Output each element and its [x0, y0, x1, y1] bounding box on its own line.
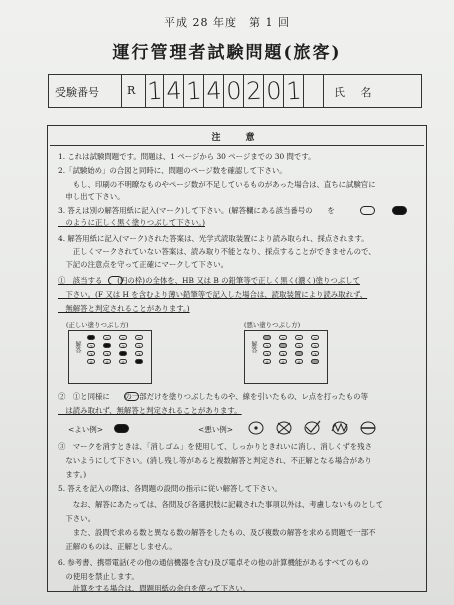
note-line: 6. 参考書、携帯電話(その他の通信機器を含む)及び電卓その他の計算機能があるすべてのもの — [58, 558, 369, 567]
bad-bubble-grid — [244, 330, 328, 384]
note-line: 3. 答えは別の解答用紙に記入(マーク)して下さい。(解答欄にある該当番号の を — [58, 206, 335, 215]
exam-title: 運行管理者試験問題(旅客) — [112, 43, 342, 63]
empty-bubble-icon — [360, 206, 375, 215]
id-digit: 1 — [146, 76, 164, 106]
grid-column — [277, 333, 289, 367]
grid-column — [293, 333, 305, 367]
grid-column — [309, 333, 321, 367]
note-line: 申し出て下さい。 — [58, 192, 125, 201]
bubble: ④ — [87, 359, 95, 364]
id-digit: 1 — [185, 76, 203, 106]
note-line: 4. 解答用紙に記入(マーク)された答案は、光学式読取装置により読み取られ、採点されます。 — [58, 234, 369, 243]
empty-bubble-icon — [108, 276, 123, 285]
note-line: ないようにして下さい。(消し残し等があると複数解答と判定され、不正解となる場合があり — [58, 456, 372, 465]
bubble — [279, 343, 287, 348]
note-line: ます。) — [58, 470, 87, 479]
bubble: ③ — [263, 351, 271, 356]
grid-column — [133, 333, 145, 367]
bad-example-label: <悪い例> — [198, 425, 234, 434]
id-label: 受験番号 — [55, 86, 99, 99]
note-line: もし、印刷の不明瞭なものやページ数が不足しているものがあった場合は、直ちに試験官に — [58, 180, 376, 189]
bubble — [87, 335, 95, 340]
examinee-id-box — [48, 74, 422, 108]
grid-column — [101, 333, 113, 367]
note-line: また、設問で求める数と異なる数の解答をしたもの、及び複数の解答を求める問題で一部不 — [58, 528, 376, 537]
bubble — [295, 351, 303, 356]
note-line: 計算をする場合は、問題用紙の余白を使って下さい。 — [58, 584, 251, 593]
bubble: ④ — [103, 359, 111, 364]
bubble: ③ — [311, 351, 319, 356]
bubble: ① — [311, 335, 319, 340]
cross-mark-icon — [277, 422, 291, 434]
grid-side-label: 解答 — [250, 341, 257, 353]
grid-column — [261, 333, 273, 367]
id-prefix: R — [127, 84, 136, 97]
bubble — [311, 359, 319, 364]
note-line: 5. 答えを記入の際は、各問題の設問の指示に従い解答して下さい。 — [58, 484, 282, 493]
note-line: のように正しく黒く塗りつぶして下さい。) — [58, 218, 205, 227]
id-digit: 2 — [245, 76, 263, 106]
bubble: ④ — [119, 359, 127, 364]
bubble — [263, 335, 271, 340]
note-line: 正解のものは、正解としません。 — [58, 542, 177, 551]
name-label: 氏 名 — [334, 86, 378, 99]
grid-side-label: 解答 — [74, 341, 81, 353]
bubble: ② — [135, 343, 143, 348]
bubble: ① — [135, 335, 143, 340]
note-line: の使用を禁止します。 — [58, 572, 139, 581]
bubble: ③ — [103, 351, 111, 356]
bubble: ④ — [279, 359, 287, 364]
bad-grid-caption: (悪い塗りつぶし方) — [244, 321, 301, 329]
bubble: ① — [295, 335, 303, 340]
note-line: 下記の注意点を守って正確にマークして下さい。 — [58, 260, 228, 269]
bubble: ③ — [279, 351, 287, 356]
bubble: ② — [87, 343, 95, 348]
bubble: ④ — [295, 359, 303, 364]
dot-mark-icon — [249, 422, 263, 434]
id-digit: 4 — [205, 76, 223, 106]
note-line: 2.「試験始め」の合図と同時に、問題のページ数を確認して下さい。 — [58, 166, 287, 175]
bubble — [103, 343, 111, 348]
bubble: ① — [119, 335, 127, 340]
empty-bubble-icon — [124, 392, 139, 401]
good-bubble-grid — [68, 330, 152, 384]
notes-title: 注 意 — [211, 133, 263, 143]
id-digit: 0 — [225, 76, 243, 106]
filled-bubble-icon — [392, 206, 407, 215]
good-example-label: <よい例> — [68, 425, 104, 434]
grid-column — [117, 333, 129, 367]
bubble: ③ — [135, 351, 143, 356]
exam-session: 平成 28 年度 第 1 回 — [164, 16, 290, 29]
note-line: ③ マークを消すときは、「消しゴム」を使用して、しっかりときれいに消し、消しくずを残さ — [58, 442, 372, 451]
bubble: ① — [279, 335, 287, 340]
name-label-cell — [303, 75, 324, 107]
bad-mark-examples — [244, 420, 414, 436]
note-line: 下さい。(F 又は H を含むより薄い鉛筆等で記入した場合は、読取装置により読み取れず、 — [58, 290, 368, 299]
bubble: ② — [311, 343, 319, 348]
scribble-mark-icon — [332, 422, 347, 434]
bubble: ③ — [87, 351, 95, 356]
bubble: ② — [295, 343, 303, 348]
id-digit: 1 — [285, 76, 303, 106]
id-digit: 0 — [265, 76, 283, 106]
bubble — [135, 359, 143, 364]
note-line: なお、解答にあたっては、各問及び各選択肢に記載された事項以外は、考慮しないものとして — [58, 500, 384, 509]
note-line: ① 該当する (円の枠)の全体を、HB 又は B の鉛筆等で正しく黒く(濃く)塗りつぶして — [58, 276, 360, 285]
notes-box — [47, 125, 427, 592]
note-line: ② ①と同様に の一部だけを塗りつぶしたものや、線を引いたもの、レ点を打ったもの等 — [58, 392, 368, 401]
id-digit: 4 — [165, 76, 183, 106]
note-line: 無解答と判定されることがあります。) — [58, 304, 190, 313]
note-line: は読み取れず、無解答と判定されることがあります。 — [58, 406, 242, 415]
note-line: 下さい。 — [58, 514, 95, 523]
notes-divider — [50, 145, 424, 146]
good-grid-caption: (正しい塗りつぶし方) — [66, 321, 129, 329]
note-line: 1. これは試験問題です。問題は、1 ページから 30 ページまでの 30 問です。 — [58, 152, 316, 161]
line-mark-icon — [361, 422, 375, 434]
grid-column — [85, 333, 97, 367]
note-line: 正しくマークされていない答案は、読み取り不能となり、採点することができませんので、 — [58, 247, 376, 256]
bubble: ② — [119, 343, 127, 348]
bubble: ① — [103, 335, 111, 340]
bubble — [119, 351, 127, 356]
good-mark-icon — [114, 424, 129, 433]
bubble: ② — [263, 343, 271, 348]
check-mark-icon — [305, 421, 320, 434]
bubble: ④ — [263, 359, 271, 364]
